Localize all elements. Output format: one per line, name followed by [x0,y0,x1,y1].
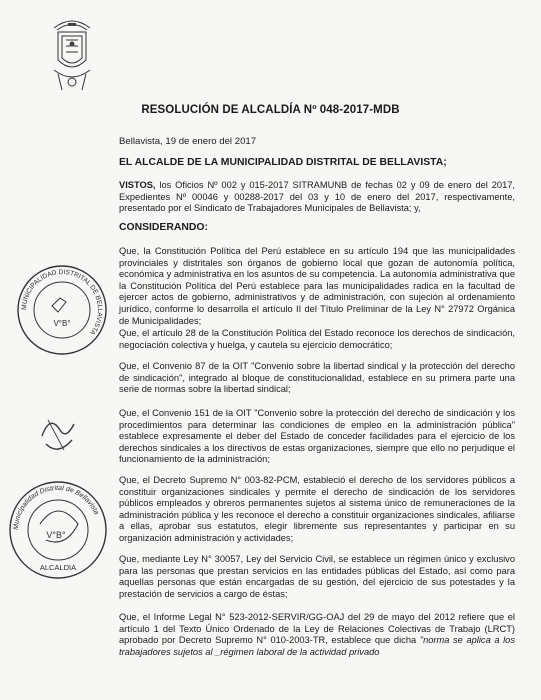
mayor-heading: EL ALCALDE DE LA MUNICIPALIDAD DISTRITAL DE BELLAVISTA; [119,157,447,168]
municipal-seal-lower [6,478,110,582]
signature-mark-small [38,410,80,460]
considerando-heading: CONSIDERANDO: [119,222,208,233]
resolution-title: RESOLUCIÓN DE ALCALDÍA Nº 048-2017-MDB [141,104,400,116]
upper-seal-vobo: V°B° [53,319,71,328]
lower-seal-alcaldia: ALCALDIA [39,563,77,572]
informe-legal-text: Que, el Informe Legal N° 523-2012-SERVIR/GG-OAJ del 29 de mayo del 2012 refiere que el artículo 1 del Texto Único Ordenado de la Ley de Relaciones Colectivas de Trabajo (LRCT) aprobado por Decreto Supremo N° 010-2003-TR, establece que dicha [119,612,515,646]
vistos-text: los Oficios Nº 002 y 015-2017 SITRAMUNB de fechas 02 y 09 de enero del 2017, Expedientes Nº 00046 y 00288-2017 del 03 y 10 de enero del 2017, respectivamente, presentado por el Sindicato de Trabajadores Municipales de Bellavista; y, [119,180,515,214]
municipal-crest-icon [48,14,96,94]
upper-seal-ring-text: MUNICIPALIDAD DISTRITAL DE BELLAVISTA [20,268,104,336]
lower-seal-vobo: V°B° [46,530,66,540]
paragraph-decreto-supremo: Que, el Decreto Supremo N° 003-82-PCM, estableció el derecho de los servidores públicos a constituir organizaciones sindicales y permite el derecho de sindicación de los servidores públicos empleados y obreros permanentes sujetos al sistema único de remuneraciones de la administración pública y les reconoce el derecho a constituir organizaciones sindicales, afiliarse a ellas, aprobar sus estatutos, elegir libremente sus representantes y participar en su organización administración y actividades; [119,475,515,543]
vistos-paragraph [119,180,515,215]
lower-seal-ring-text: Municipalidad Distrital de Bellavista [12,484,100,531]
paragraph-informe-legal [119,612,515,658]
paragraph-convenio-151: Que, el Convenio 151 de la OIT "Convenio sobre la protección del derecho de sindicación y los procedimientos para determinar las condiciones de empleo en la administración pública" establece expresamente el deber del Estado de conceder facilidades para el ejercicio de los derechos sindicales a los directivos de estas organizaciones, siempre que ello no perjudique el funcionamiento de la administración; [119,408,515,465]
paragraph-articulo-28: Que, el artículo 28 de la Constitución Política del Estado reconoce los derechos de sindicación, negociación colectiva y huelga, y cautela su ejercicio democrático; [119,328,515,350]
document-date: Bellavista, 19 de enero del 2017 [119,136,257,147]
informe-legal-quote: "norma se aplica a los trabajadores sujetos al _régimen laboral de la actividad privado [119,635,515,657]
vistos-label: VISTOS, [119,180,156,190]
paragraph-ley-30057: Que, mediante Ley N° 30057, Ley del Servicio Civil, se establece un régimen único y exclusivo para las personas que prestan servicios en las entidades públicas del Estado, así como para aquellas personas que están encargadas de su gestión, del ejercicio de sus potestades y la prestación de servicios a cargo de éstas; [119,554,515,599]
paragraph-constitucion: Que, la Constitución Política del Perú establece en su artículo 194 que las municipalidades provinciales y distritales son órganos de gobierno local que gozan de autonomía política, económica y administrativa en los asuntos de su competencia. La autonomía administrativa que la Constitución Política del Perú establece para las municipalidades radica en la facultad de ejercer actos de gobierno, administrativos y de administración, con sujeción al ordenamiento jurídico, conforme lo desarrolla el artículo II del Título Preliminar de la Ley N° 27972 Orgánica de Municipalidades; [119,246,515,326]
paragraph-convenio-87: Que, el Convenio 87 de la OIT "Convenio sobre la libertad sindical y la protección del derecho de sindicación", integrado al bloque de constitucionalidad, establece en su primera parte una serie de normas sobre la libertad sindical; [119,361,515,395]
municipal-seal-upper [14,262,110,358]
